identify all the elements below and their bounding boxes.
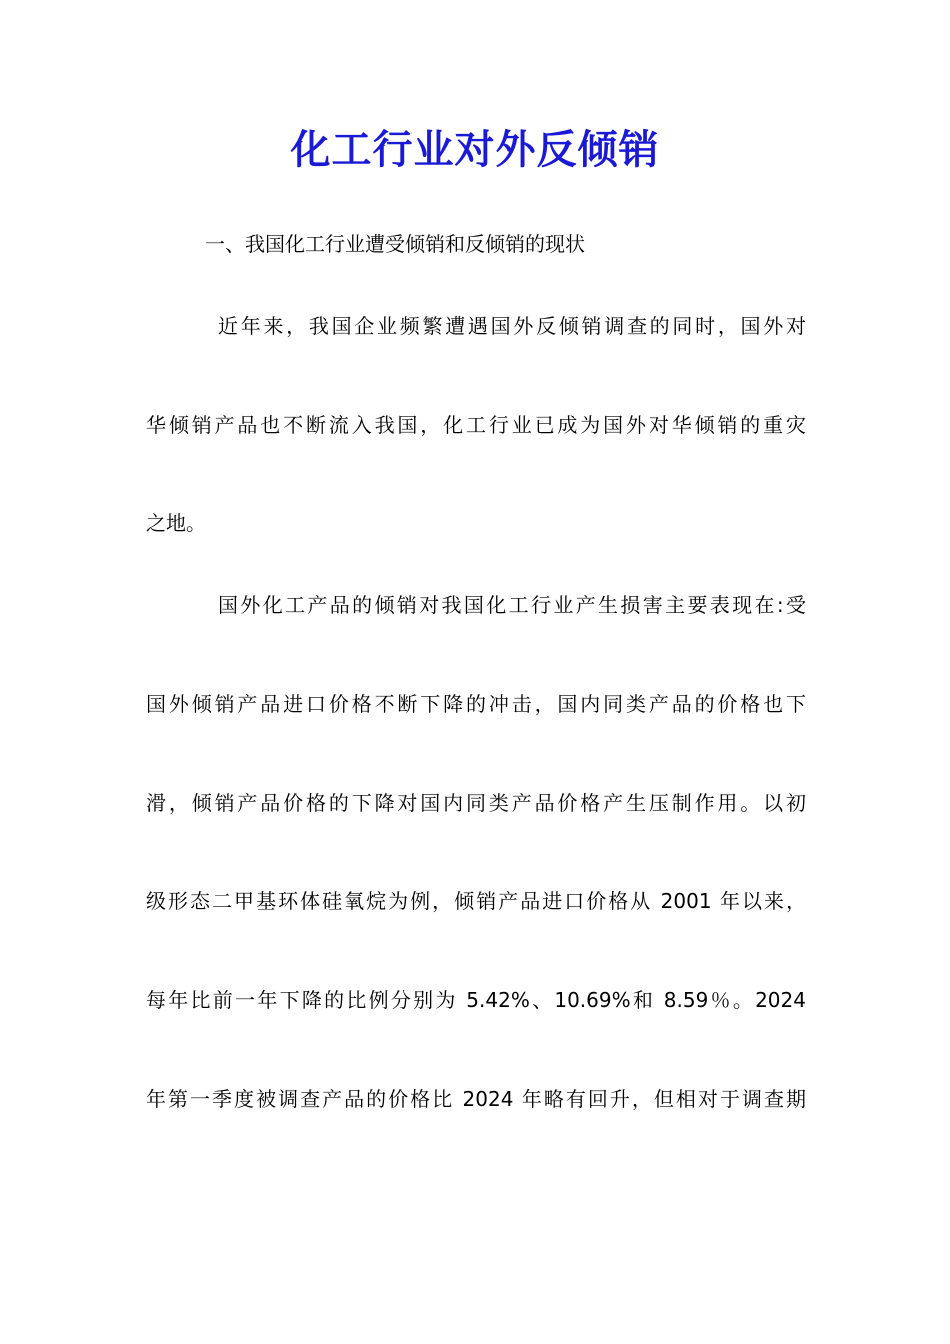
paragraph-line: 国外化工产品的倾销对我国化工行业产生损害主要表现在:受 xyxy=(218,593,806,617)
paragraph-line: 华倾销产品也不断流入我国，化工行业已成为国外对华倾销的重灾 xyxy=(146,413,806,437)
paragraph-line: 之地。 xyxy=(146,511,206,535)
paragraph-line: 国外倾销产品进口价格不断下降的冲击，国内同类产品的价格也下 xyxy=(146,692,806,716)
paragraph-line: 每年比前一年下降的比例分别为 5.42%、10.69%和 8.59％。2024 xyxy=(146,988,806,1012)
paragraph-line: 年第一季度被调查产品的价格比 2024 年略有回升，但相对于调查期 xyxy=(146,1087,806,1111)
paragraph-line: 滑，倾销产品价格的下降对国内同类产品价格产生压制作用。以初 xyxy=(146,791,806,815)
document-title: 化工行业对外反倾销 xyxy=(290,126,660,173)
paragraph-line: 级形态二甲基环体硅氧烷为例，倾销产品进口价格从 2001 年以来， xyxy=(146,889,806,913)
paragraph-line: 近年来，我国企业频繁遭遇国外反倾销调查的同时，国外对 xyxy=(218,314,806,338)
section-heading: 一、我国化工行业遭受倾销和反倾销的现状 xyxy=(205,232,585,256)
